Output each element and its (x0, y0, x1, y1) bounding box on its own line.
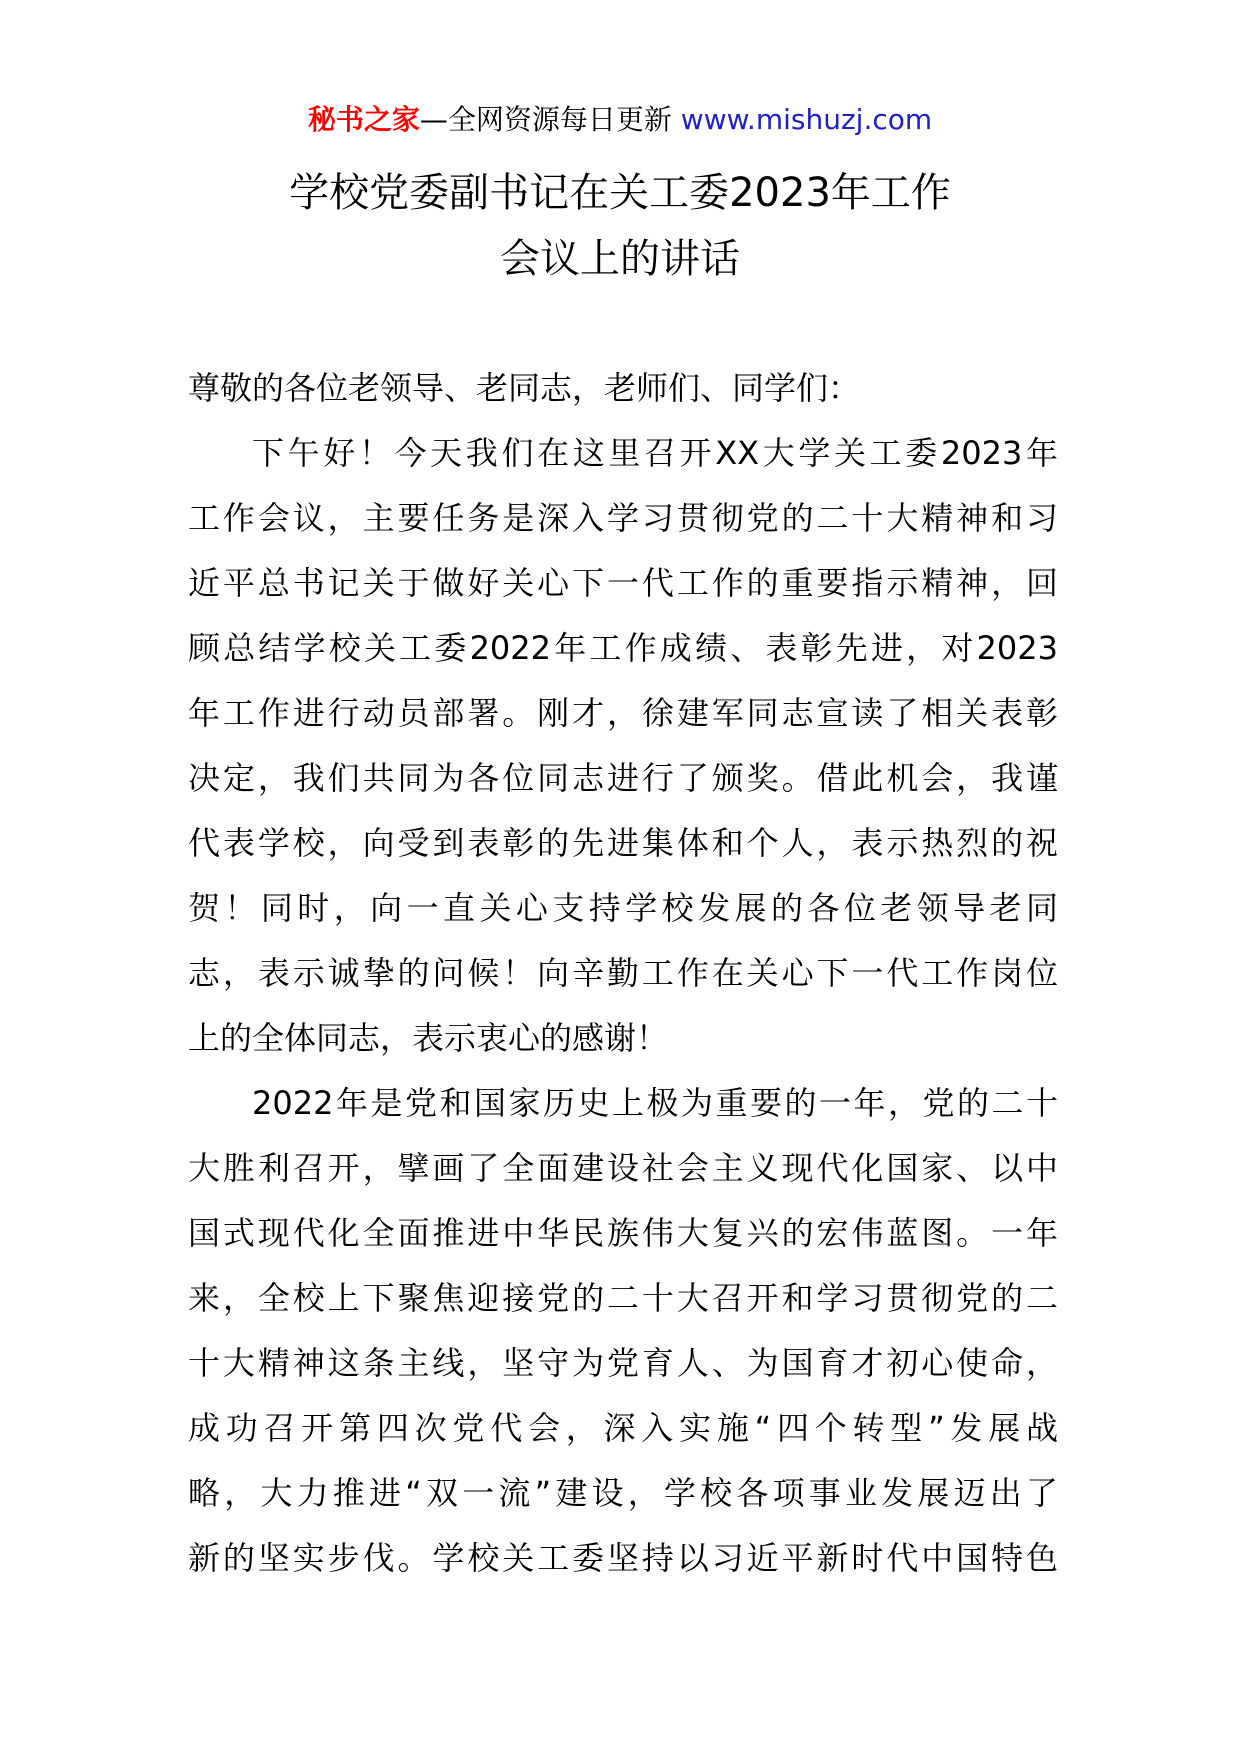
paragraph-line: 新的坚实步伐。学校关工委坚持以习近平新时代中国特色 (188, 1539, 1058, 1577)
paragraph-line: 贺！同时，向一直关心支持学校发展的各位老领导老同 (188, 889, 1058, 927)
paragraph-line: 志，表示诚挚的问候！向辛勤工作在关心下一代工作岗位 (188, 954, 1058, 992)
paragraph-line: 近平总书记关于做好关心下一代工作的重要指示精神，回 (188, 564, 1058, 602)
site-url[interactable]: www.mishuzj.com (680, 103, 933, 136)
paragraph-line: 决定，我们共同为各位同志进行了颁奖。借此机会，我谨 (188, 759, 1058, 797)
title-line-2: 会议上的讲话 (500, 236, 740, 282)
document-title (0, 160, 1240, 292)
paragraph-line: 顾总结学校关工委2022年工作成绩、表彰先进，对2023 (188, 629, 1058, 667)
paragraph-line: 2022年是党和国家历史上极为重要的一年，党的二十 (252, 1084, 1058, 1122)
document-body (188, 356, 1058, 1591)
salutation: 尊敬的各位老领导、老同志，老师们、同学们： (188, 369, 861, 407)
site-header (0, 100, 1240, 140)
paragraph-2 (188, 1071, 1058, 1591)
paragraph-line: 成功召开第四次党代会，深入实施“四个转型”发展战 (188, 1409, 1058, 1447)
paragraph-line: 年工作进行动员部署。刚才，徐建军同志宣读了相关表彰 (188, 694, 1058, 732)
paragraph-line: 十大精神这条主线，坚守为党育人、为国育才初心使命， (188, 1344, 1058, 1382)
paragraph-line: 上的全体同志，表示衷心的感谢！ (188, 1019, 669, 1057)
paragraph-line: 略，大力推进“双一流”建设，学校各项事业发展迈出了 (188, 1474, 1058, 1512)
header-tagline: —全网资源每日更新 (419, 103, 672, 136)
paragraph-1 (188, 421, 1058, 1071)
paragraph-line: 来，全校上下聚焦迎接党的二十大召开和学习贯彻党的二 (188, 1279, 1058, 1317)
paragraph-line: 代表学校，向受到表彰的先进集体和个人，表示热烈的祝 (188, 824, 1058, 862)
brand-name: 秘书之家 (307, 103, 420, 136)
paragraph-line: 国式现代化全面推进中华民族伟大复兴的宏伟蓝图。一年 (188, 1214, 1058, 1252)
paragraph-line: 大胜利召开，擘画了全面建设社会主义现代化国家、以中 (188, 1149, 1058, 1187)
paragraph-line: 工作会议，主要任务是深入学习贯彻党的二十大精神和习 (188, 499, 1058, 537)
title-line-1: 学校党委副书记在关工委2023年工作 (289, 170, 951, 216)
paragraph-line: 下午好！今天我们在这里召开XX大学关工委2023年 (252, 434, 1058, 472)
